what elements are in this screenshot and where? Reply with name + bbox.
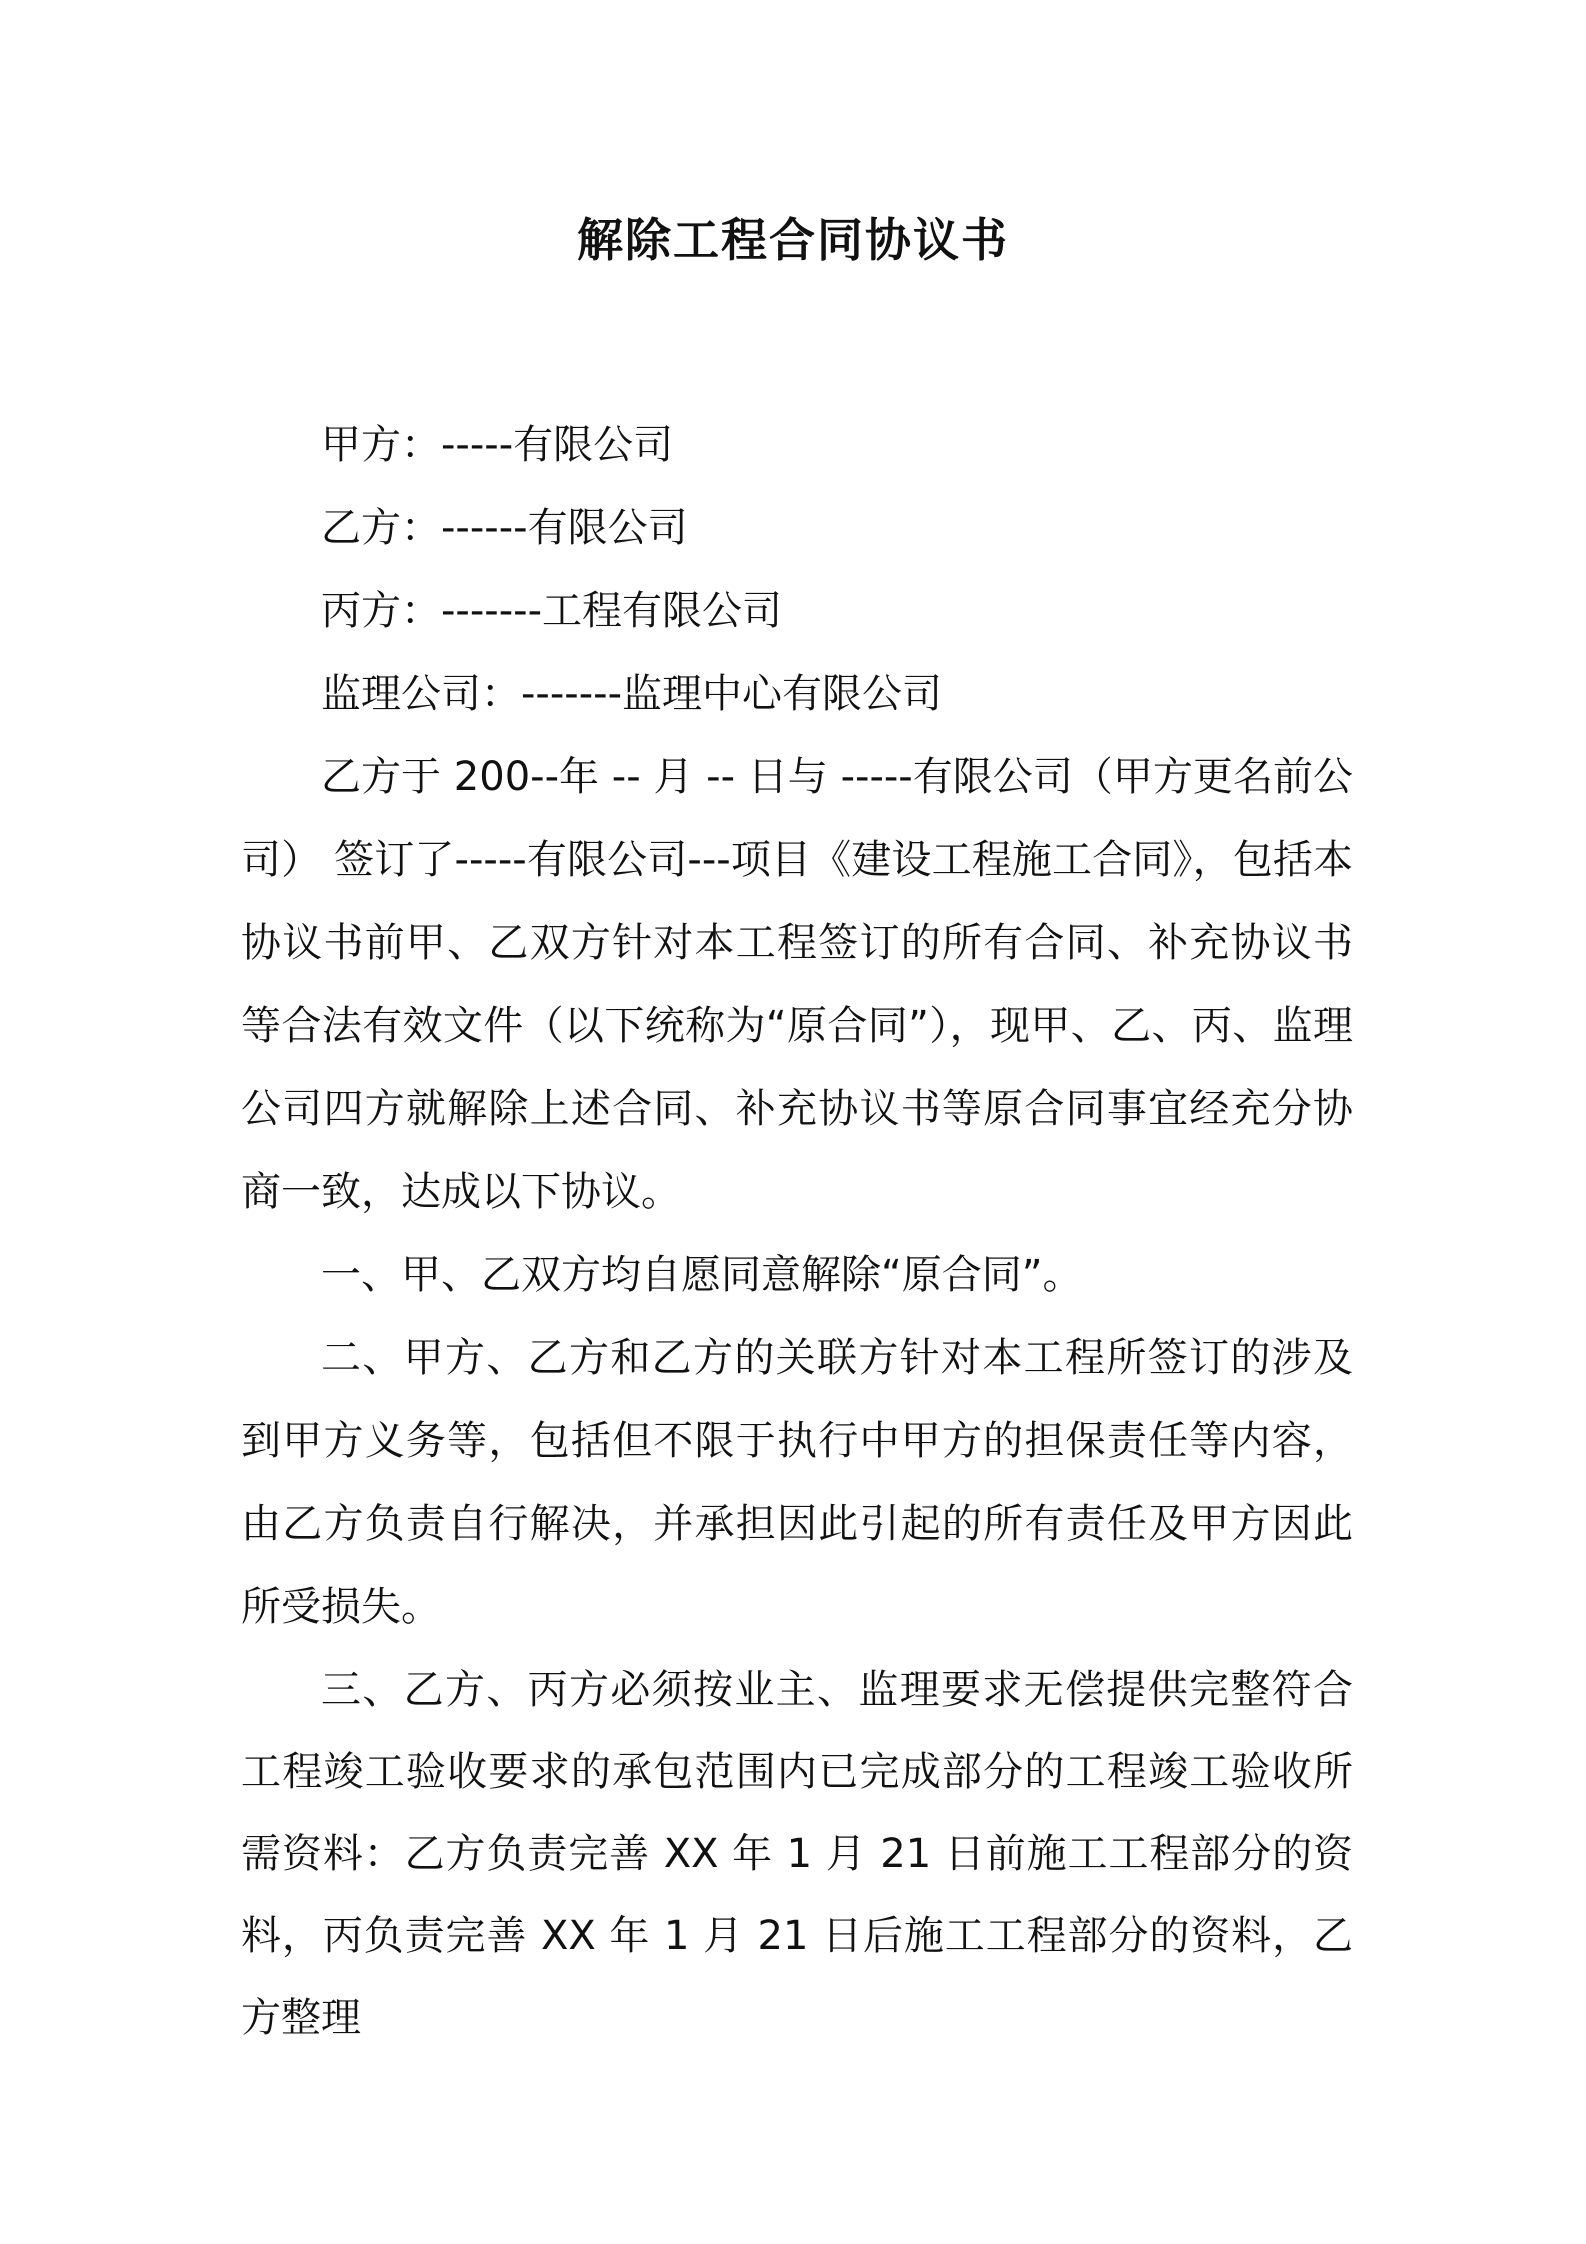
document-title: 解除工程合同协议书 — [577, 213, 1009, 267]
party-a: 甲方：-----有限公司 — [321, 422, 674, 468]
paragraph-intro: 乙方于 200--年 -- 月 -- 日与 -----有限公司（甲方更名前公司） 签订了-----有限公司---项目《建设工程施工合同》，包括本协议书前甲、乙双方针对本工程签订的所有合同、补充协议书等合法有效文件（以下统称为“原合同”），现甲、乙、丙、监理公司四方就解除上述合同、补充协议书等原合同事宜经充分协商一致，达成以下协议。 — [241, 754, 1353, 1215]
clause-one: 一、甲、乙双方均自愿同意解除“原合同”。 — [321, 1252, 1083, 1298]
party-c: 丙方：-------工程有限公司 — [321, 588, 783, 634]
document-body — [241, 404, 1353, 2059]
clause-two: 二、甲方、乙方和乙方的关联方针对本工程所签订的涉及到甲方义务等，包括但不限于执行中甲方的担保责任等内容，由乙方负责自行解决，并承担因此引起的所有责任及甲方因此所受损失。 — [241, 1335, 1353, 1630]
supervision-company: 监理公司：-------监理中心有限公司 — [321, 671, 943, 717]
clause-three: 三、乙方、丙方必须按业主、监理要求无偿提供完整符合工程竣工验收要求的承包范围内已完成部分的工程竣工验收所需资料：乙方负责完善 XX 年 1 月 21 日前施工工程部分的资料，丙负责完善 XX 年 1 月 21 日后施工工程部分的资料，乙方整理 — [241, 1667, 1353, 2041]
party-b: 乙方：------有限公司 — [321, 505, 688, 551]
